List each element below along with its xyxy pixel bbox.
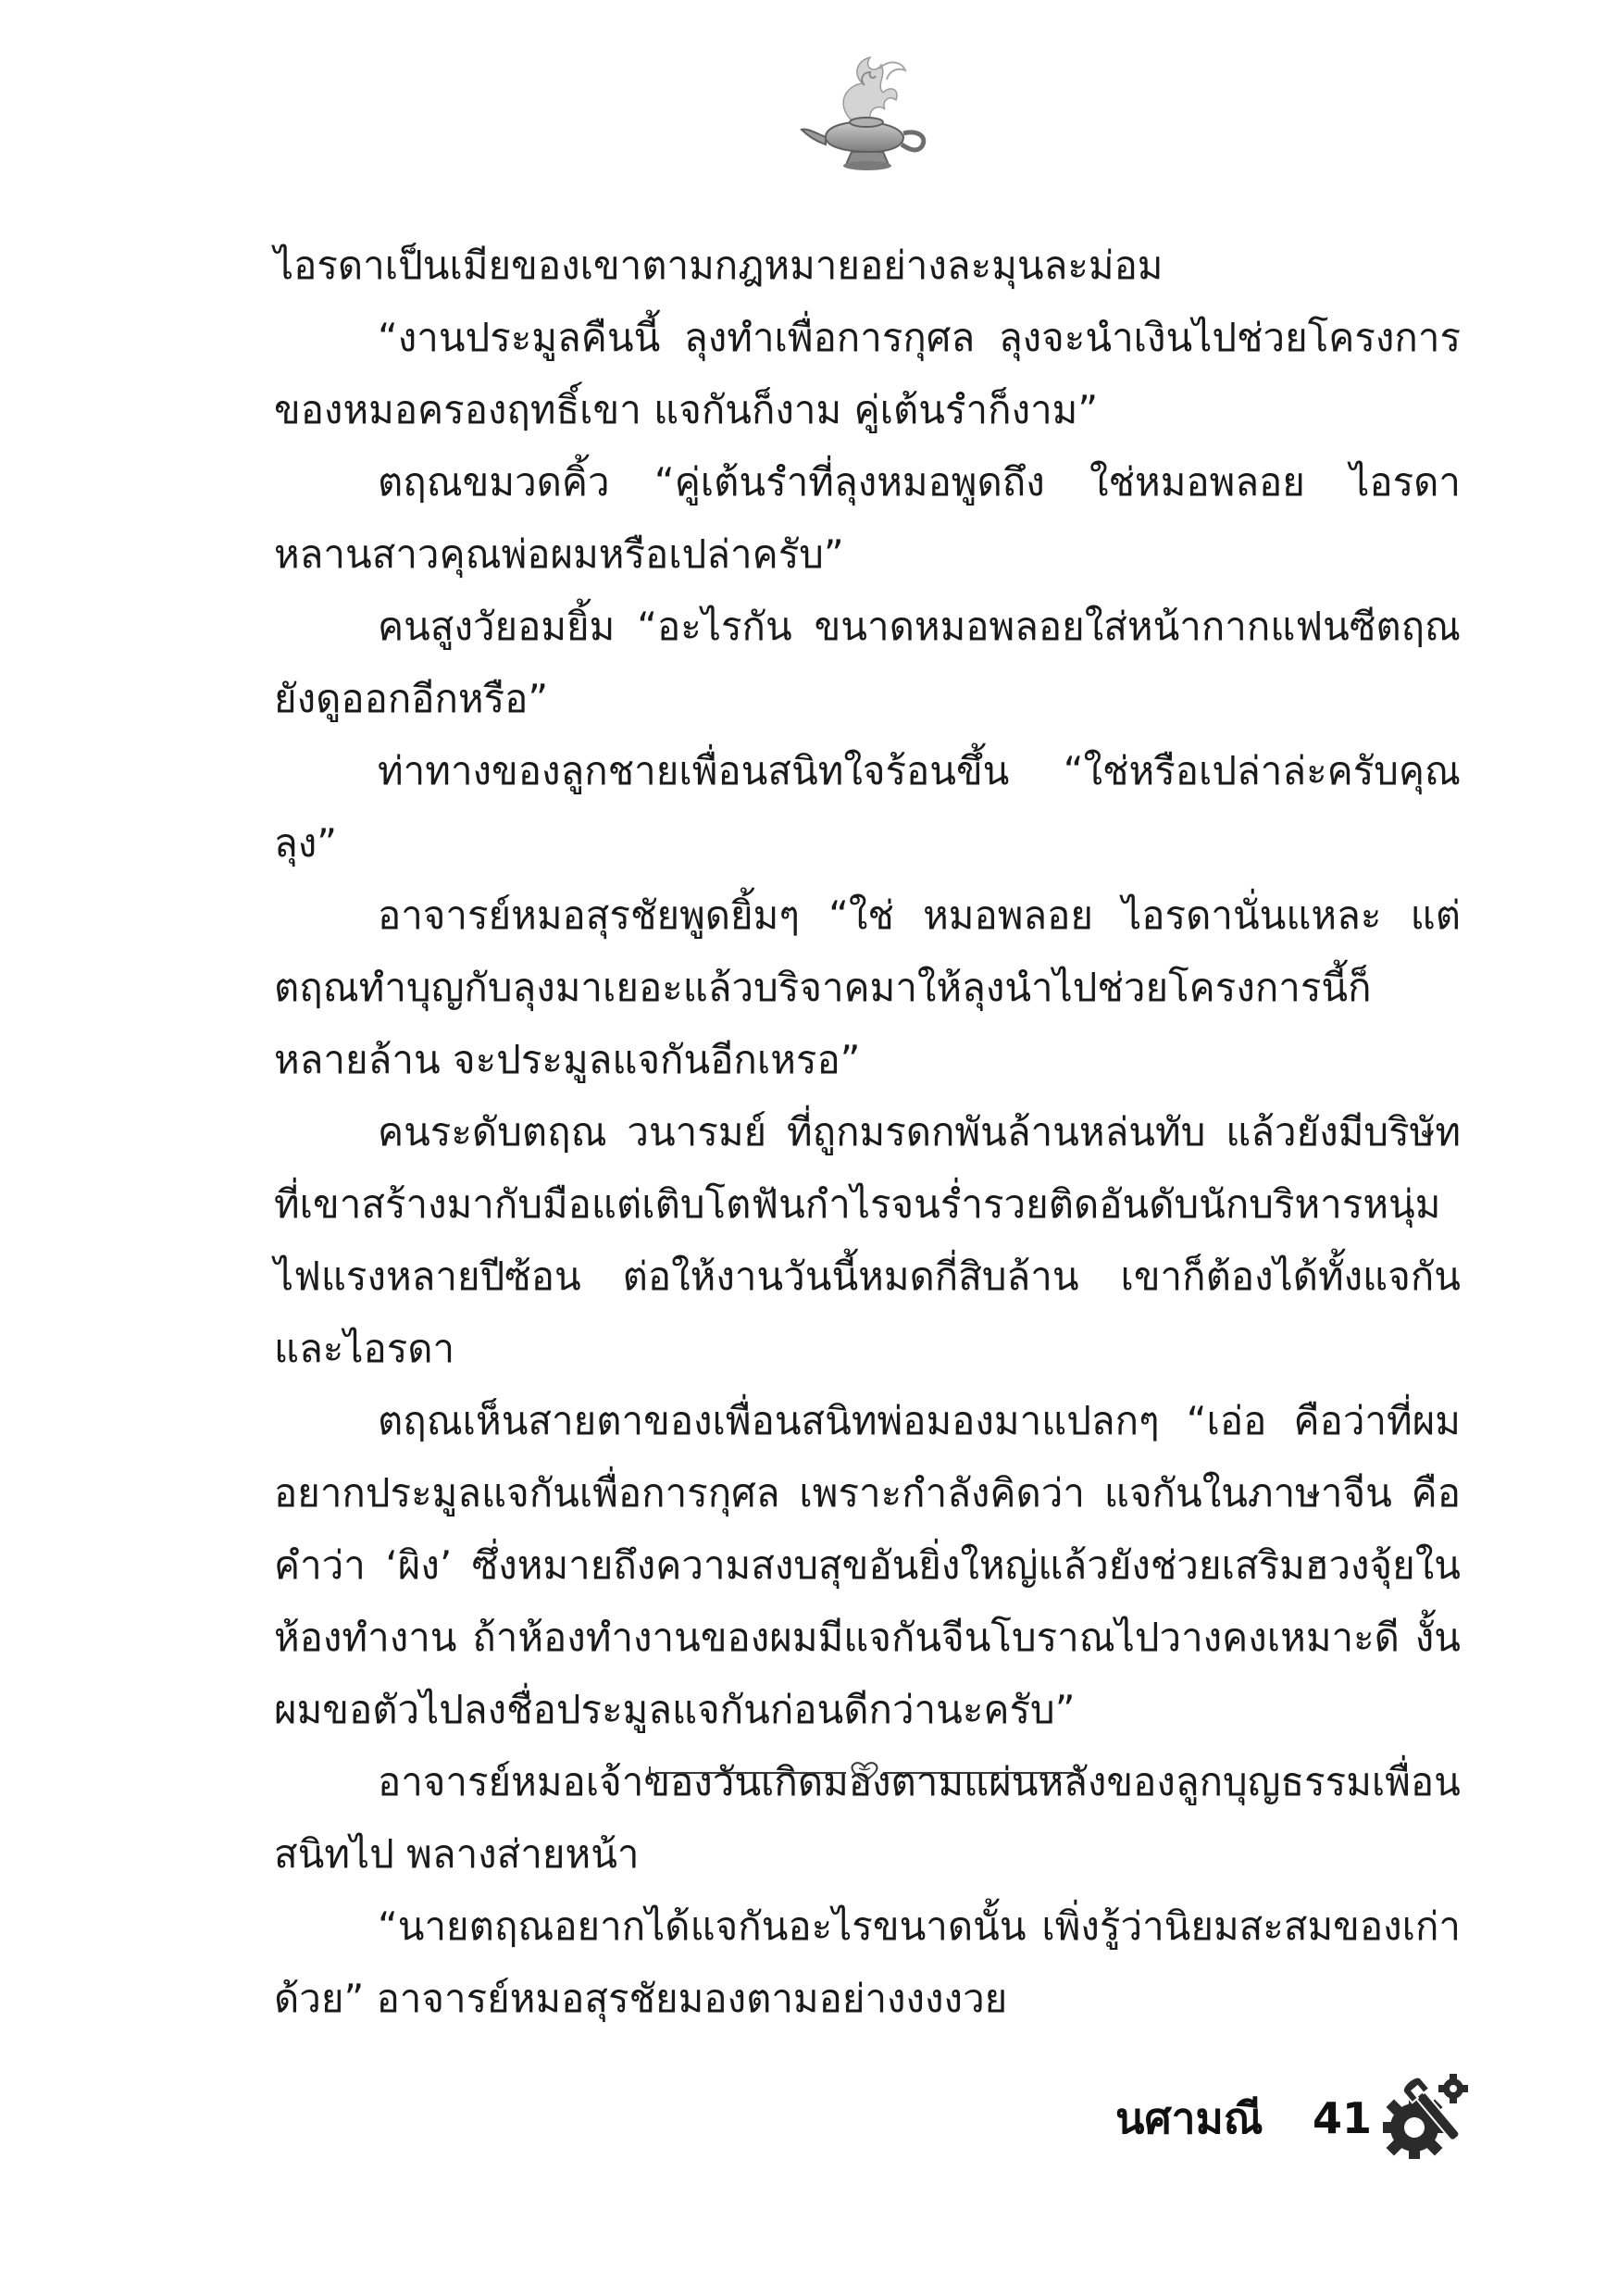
genie-lamp-icon <box>798 48 937 178</box>
section-divider <box>644 1759 1085 1787</box>
paragraph: ตฤณขมวดคิ้ว “คู่เต้นรำที่ลุงหมอพูดถึง ใช่หมอพลอย ไอรดาหลานสาวคุณพ่อผมหรือเปล่าครับ” <box>274 459 1461 577</box>
paragraph: ท่าทางของลูกชายเพื่อนสนิทใจร้อนขึ้น “ใช่หรือเปล่าล่ะครับคุณลุง” <box>274 748 1461 866</box>
paragraph: ไอรดาเป็นเมียของเขาตามกฎหมายอย่างละมุนละม่อม <box>274 243 1164 288</box>
paragraph: “นายตฤณอยากได้แจกันอะไรขนาดนั้น เพิ่งรู้ว่านิยมสะสมของเก่าด้วย” อาจารย์หมอสุรชัยมองตามอย่างงงงวย <box>274 1903 1461 2021</box>
paragraph: คนระดับตฤณ วนารมย์ ที่ถูกมรดกพันล้านหล่นทับ แล้วยังมีบริษัทที่เขาสร้างมากับมือแต่เติบโตฟันกำไรจนร่ำรวยติดอันดับนักบริหารหนุ่มไฟแรงหลายปีซ้อน ต่อให้งานวันนี้หมดกี่สิบล้าน เขาก็ต้องได้ทั้งแจกันและไอรดา <box>274 1109 1461 1371</box>
gear-wrench-icon <box>1368 2070 1472 2166</box>
paragraph: อาจารย์หมอเจ้าของวันเกิดมองตามแผ่นหลังของลูกบุญธรรมเพื่อนสนิทไป พลางส่ายหน้า <box>274 1759 1461 1877</box>
paragraph: ตฤณเห็นสายตาของเพื่อนสนิทพ่อมองมาแปลกๆ “เอ่อ คือว่าที่ผมอยากประมูลแจกันเพื่อการกุศล เพราะกำลังคิดว่า แจกันในภาษาจีน คือคำว่า ‘ผิง’ ซึ่งหมายถึงความสงบสุขอันยิ่งใหญ่แล้วยังช่วยเสริมฮวงจุ้ยในห้องทำงาน ถ้าห้องทำงานของผมมีแจกันจีนโบราณไปวางคงเหมาะดี งั้นผมขอตัวไปลงชื่อประมูลแจกันก่อนดีกว่านะครับ” <box>274 1398 1461 1732</box>
paragraph: “งานประมูลคืนนี้ ลุงทำเพื่อการกุศล ลุงจะนำเงินไปช่วยโครงการของหมอครองฤทธิ์เขา แจกันก็งาม คู่เต้นรำก็งาม” <box>274 315 1461 432</box>
page-number: 41 <box>1313 2093 1373 2143</box>
book-title: นศามณี <box>1115 2093 1263 2143</box>
body-text <box>274 230 1461 2021</box>
paragraph: คนสูงวัยอมยิ้ม “อะไรกัน ขนาดหมอพลอยใส่หน้ากากแฟนซีตฤณยังดูออกอีกหรือ” <box>274 604 1461 721</box>
heart-icon <box>853 1763 877 1781</box>
paragraph: อาจารย์หมอสุรชัยพูดยิ้มๆ “ใช่ หมอพลอย ไอรดานั่นแหละ แต่ตฤณทำบุญกับลุงมาเยอะแล้วบริจาคมาให้ลุงนำไปช่วยโครงการนี้ก็หลายล้าน จะประมูลแจกันอีกเหรอ” <box>274 892 1461 1082</box>
